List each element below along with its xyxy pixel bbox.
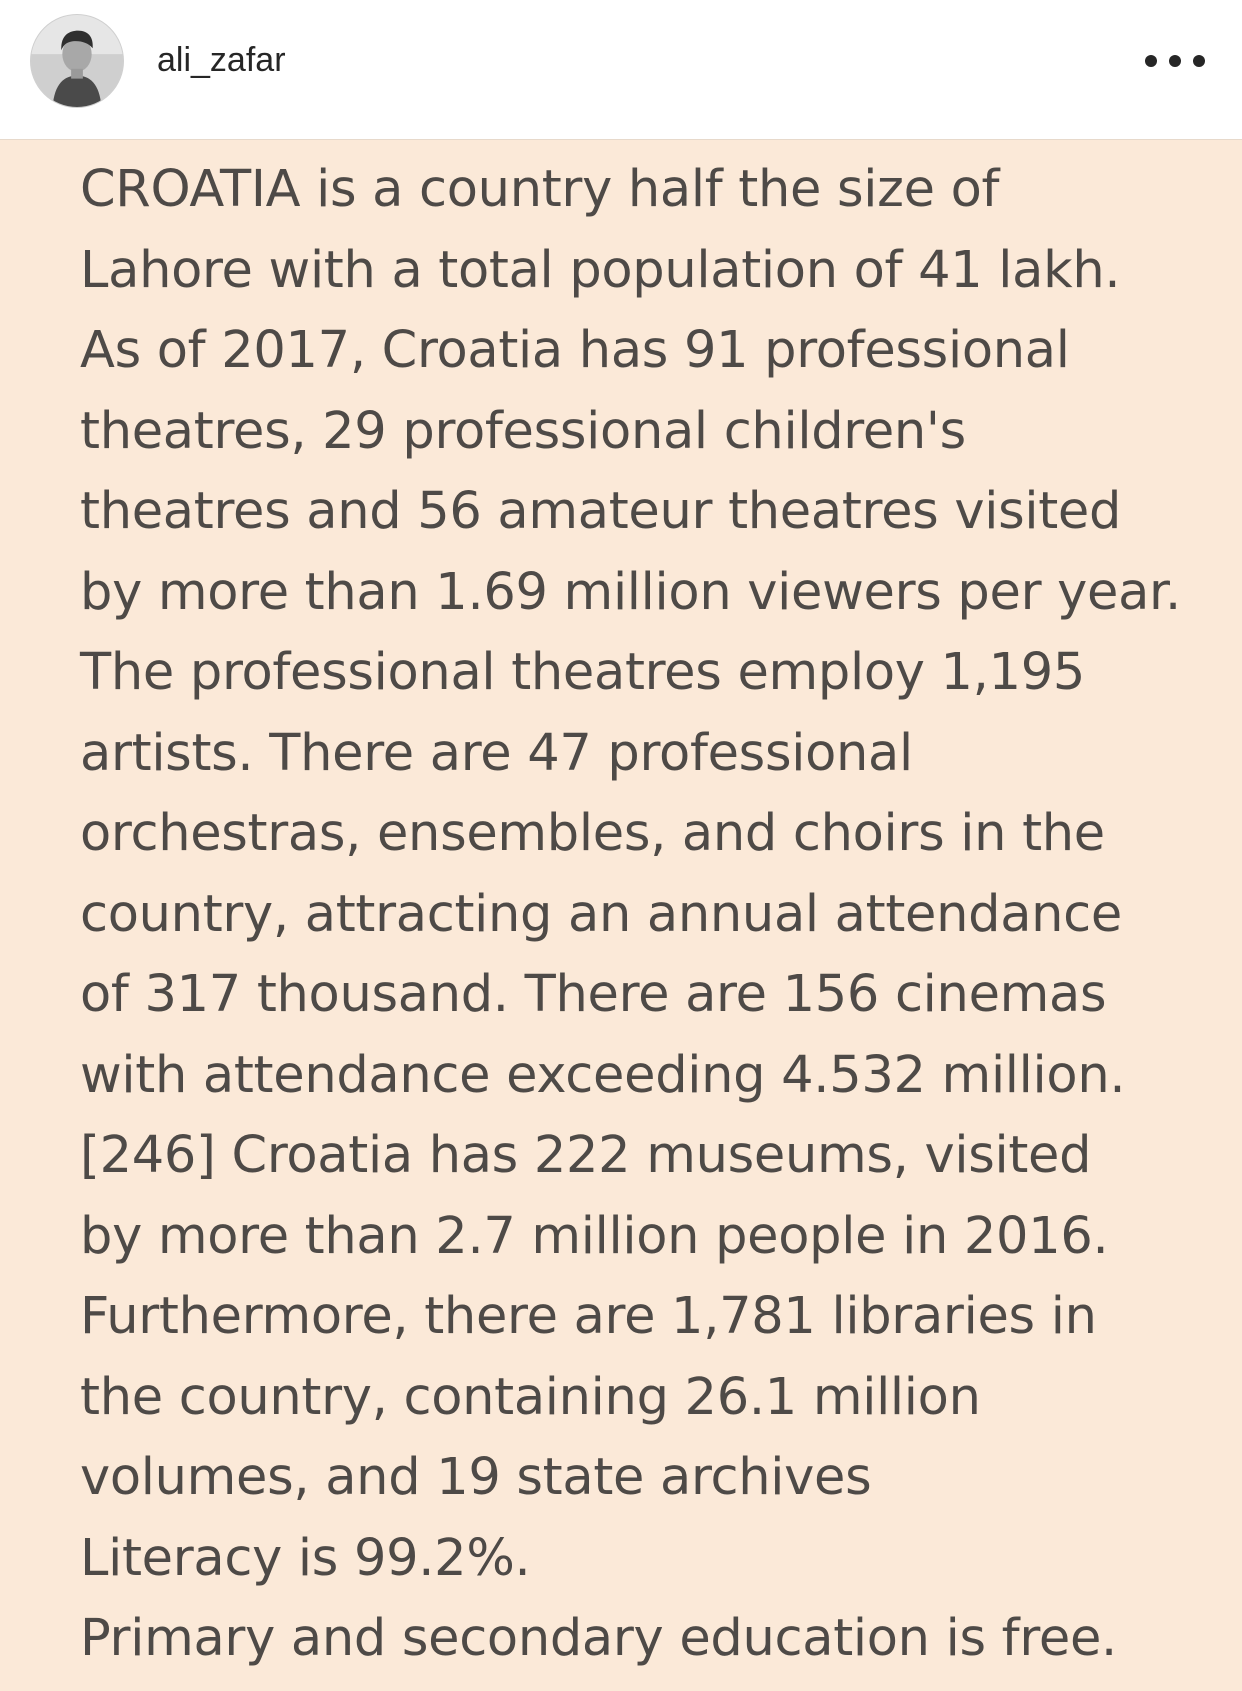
post-image-text (80, 150, 1200, 1680)
post-text-line: with attendance exceeding 4.532 million. (80, 1045, 1126, 1105)
post-text-line: Literacy is 99.2%. (80, 1528, 531, 1588)
post-header (0, 0, 1242, 140)
post-text-line: of 317 thousand. There are 156 cinemas (80, 965, 1107, 1024)
post-text-line: artists. There are 47 professional (80, 723, 913, 783)
post-text-line: by more than 1.69 million viewers per year. (80, 562, 1181, 622)
post-text-line: theatres and 56 amateur theatres visited (80, 482, 1122, 541)
post-text-line: Primary and secondary education is free. (80, 1609, 1117, 1668)
post-text-line: volumes, and 19 state archives (80, 1448, 872, 1507)
username-link[interactable]: ali_zafar (157, 41, 286, 79)
profile-photo-icon (31, 15, 123, 107)
post-text-line: orchestras, ensembles, and choirs in the (80, 804, 1105, 863)
more-options-icon (1140, 40, 1210, 82)
post-text-line: The professional theatres employ 1,195 (80, 643, 1086, 702)
avatar[interactable] (30, 14, 124, 108)
more-options-button[interactable] (1140, 40, 1210, 82)
post-text-line: the country, containing 26.1 million (80, 1367, 981, 1427)
post-text-line: country, attracting an annual attendance (80, 884, 1122, 944)
post-text-line: CROATIA is a country half the size of (80, 160, 1000, 219)
post-text-line: As of 2017, Croatia has 91 professional (80, 321, 1070, 380)
post-text-line: theatres, 29 professional children's (80, 401, 966, 461)
post-text-line: Lahore with a total population of 41 lakh. (80, 240, 1121, 300)
post-text-line: Furthermore, there are 1,781 libraries in (80, 1287, 1097, 1346)
post-text-line: by more than 2.7 million people in 2016. (80, 1206, 1109, 1266)
post-text-line: [246] Croatia has 222 museums, visited (80, 1126, 1092, 1185)
